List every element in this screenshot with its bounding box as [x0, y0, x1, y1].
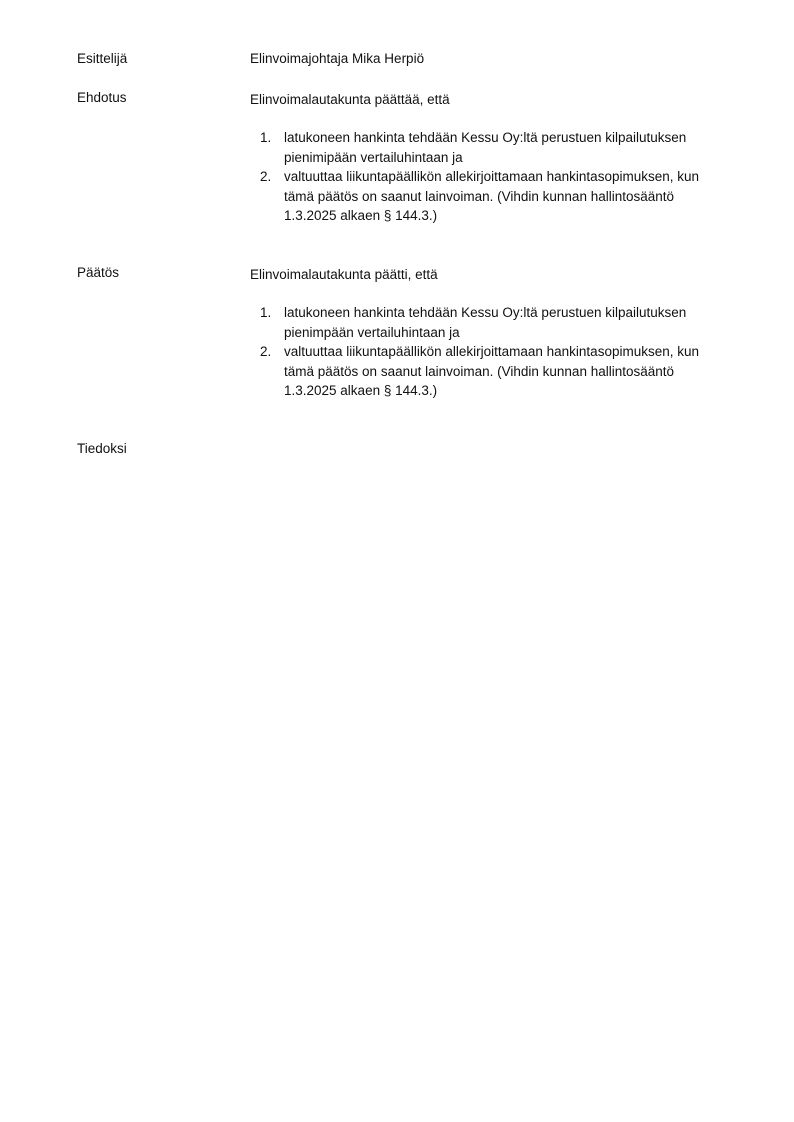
list-item-text: valtuuttaa liikuntapäällikön allekirjoittamaan hankintasopimuksen, kun tämä päätös on saanut lainvoiman. (Vihdin kunnan hallintosääntö 1.3.2025 alkaen § 144.3.) [284, 344, 699, 398]
list-item-number: 2. [260, 344, 272, 359]
list-item-number: 1. [260, 130, 272, 145]
list-item-number: 2. [260, 169, 272, 184]
decision-label: Päätös [77, 265, 120, 280]
list-item [250, 303, 730, 342]
list-item-text: latukoneen hankinta tehdään Kessu Oy:ltä perustuen kilpailutuksen pienimpään vertailuhintaan ja [284, 305, 687, 340]
list-item-number: 1. [260, 305, 272, 320]
proposal-content [250, 90, 730, 226]
list-item [250, 167, 730, 226]
for-information-label: Tiedoksi [77, 441, 127, 456]
proposal-intro: Elinvoimalautakunta päättää, että [250, 92, 450, 107]
proposal-list [250, 128, 730, 226]
list-item [250, 342, 730, 401]
decision-content [250, 265, 730, 401]
decision-list [250, 303, 730, 401]
presenter-label: Esittelijä [77, 51, 128, 66]
list-item-text: valtuuttaa liikuntapäällikön allekirjoittamaan hankintasopimuksen, kun tämä päätös on saanut lainvoiman. (Vihdin kunnan hallintosääntö 1.3.2025 alkaen § 144.3.) [284, 169, 699, 223]
list-item-text: latukoneen hankinta tehdään Kessu Oy:ltä perustuen kilpailutuksen pienimipään vertailuhintaan ja [284, 130, 687, 165]
decision-intro: Elinvoimalautakunta päätti, että [250, 267, 438, 282]
list-item [250, 128, 730, 167]
presenter-value: Elinvoimajohtaja Mika Herpiö [250, 51, 425, 66]
proposal-label: Ehdotus [77, 90, 127, 105]
